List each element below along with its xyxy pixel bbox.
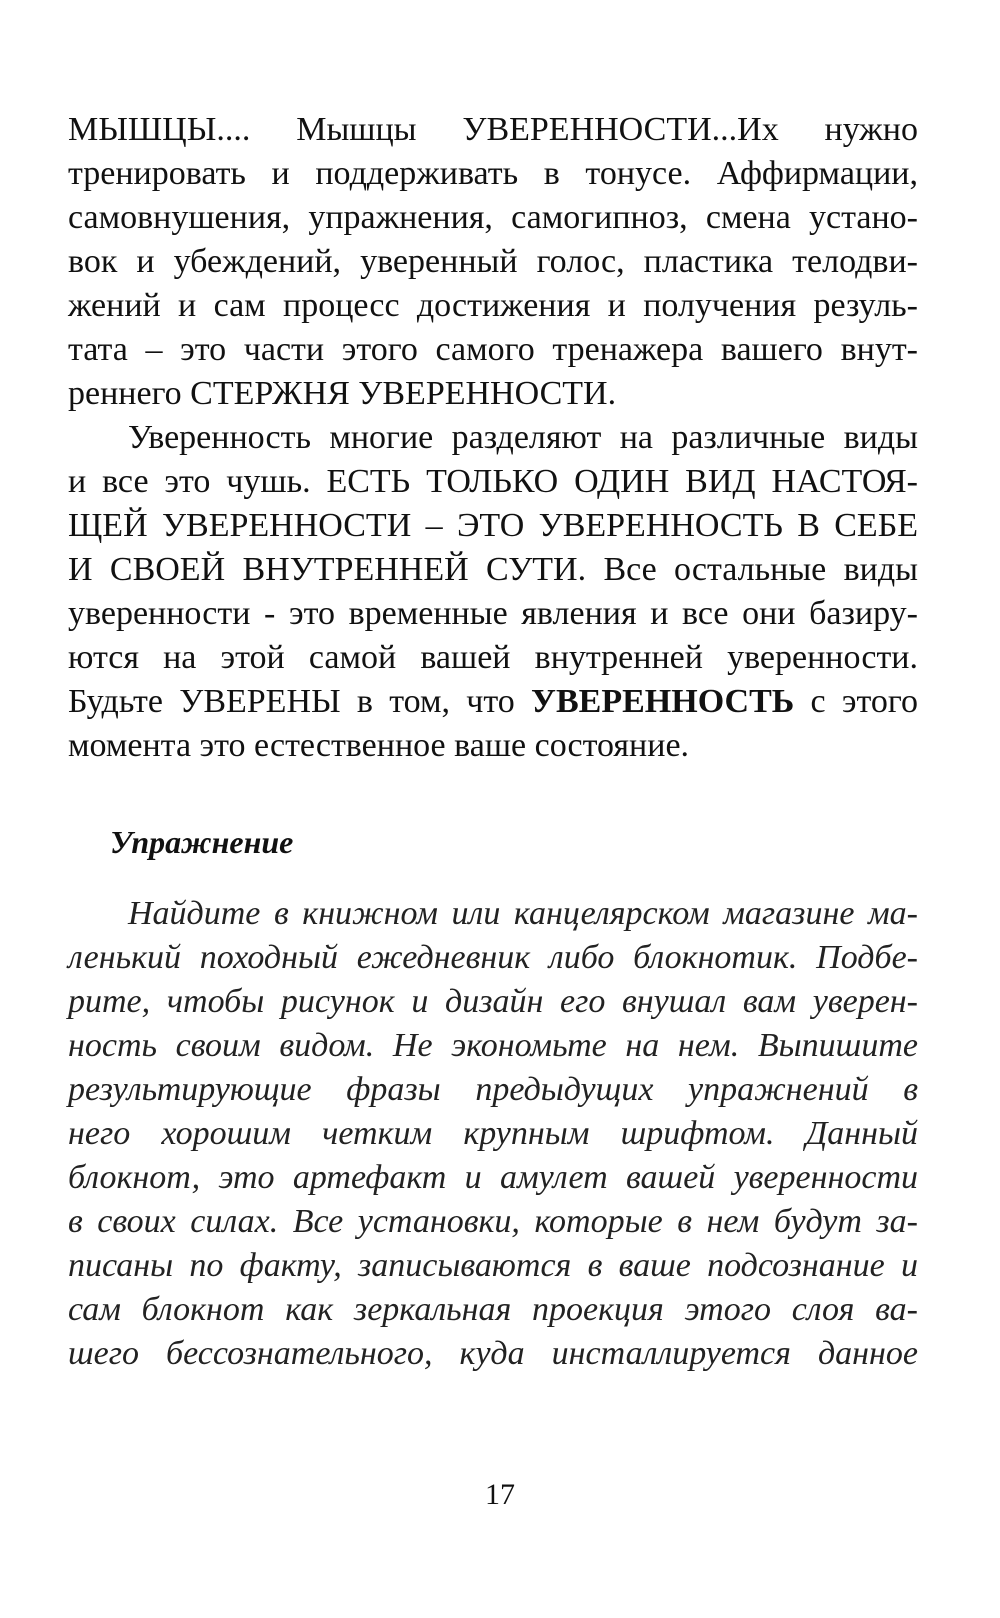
text-line: него хорошим четким крупным шрифтом. Данный <box>68 1115 918 1152</box>
text-run: Будьте УВЕРЕНЫ в том, что <box>68 683 532 720</box>
page-number: 17 <box>485 1478 515 1511</box>
emphasis-word: УВЕРЕННОСТЬ <box>531 683 795 720</box>
text-line: Найдите в книжном или канцелярском магазине ма- <box>128 895 918 932</box>
text-line: жений и сам процесс достижения и получения резуль- <box>68 287 918 324</box>
text-line: блокнот, это артефакт и амулет вашей уверенности <box>68 1159 918 1196</box>
text-line: ленький походный ежедневник либо блокнотик. Подбе- <box>68 939 918 976</box>
text-line: ность своим видом. Не экономьте на нем. Выпишите <box>68 1027 918 1064</box>
text-line: и все это чушь. ЕСТЬ ТОЛЬКО ОДИН ВИД НАСТОЯ- <box>68 463 918 500</box>
text-line: ЩЕЙ УВЕРЕННОСТИ – ЭТО УВЕРЕННОСТЬ В СЕБЕ <box>68 507 918 544</box>
text-line: И СВОЕЙ ВНУТРЕННЕЙ СУТИ. Все остальные виды <box>68 551 918 588</box>
exercise-heading: Упражнение <box>110 824 294 860</box>
text-line: шего бессознательного, куда инсталлируется данное <box>68 1335 918 1372</box>
text-line: вок и убеждений, уверенный голос, пластика телодви- <box>68 243 918 280</box>
text-line: момента это естественное ваше состояние. <box>68 727 690 764</box>
text-line: самовнушения, упражнения, самогипноз, смена устано- <box>68 199 918 236</box>
text-line: уверенности - это временные явления и все они базиру- <box>68 595 918 632</box>
text-line: результирующие фразы предыдущих упражнений в <box>68 1071 918 1108</box>
text-line-with-emphasis <box>68 682 918 722</box>
text-line: реннего СТЕРЖНЯ УВЕРЕННОСТИ. <box>68 375 617 412</box>
text-line: рите, чтобы рисунок и дизайн его внушал вам уверен- <box>68 983 918 1020</box>
text-line: писаны по факту, записываются в ваше подсознание и <box>68 1247 918 1284</box>
text-line: тата – это части этого самого тренажера вашего внут- <box>68 331 918 368</box>
text-run: с этого <box>794 683 918 720</box>
text-line: ются на этой самой вашей внутренней уверенности. <box>68 639 918 676</box>
text-line: в своих силах. Все установки, которые в нем будут за- <box>68 1203 918 1240</box>
text-line: сам блокнот как зеркальная проекция этого слоя ва- <box>68 1291 918 1328</box>
text-line: МЫШЦЫ.... Мышцы УВЕРЕННОСТИ...Их нужно <box>68 111 918 148</box>
text-line: Уверенность многие разделяют на различные виды <box>128 419 918 456</box>
text-line: тренировать и поддерживать в тонусе. Аффирмации, <box>68 155 918 192</box>
